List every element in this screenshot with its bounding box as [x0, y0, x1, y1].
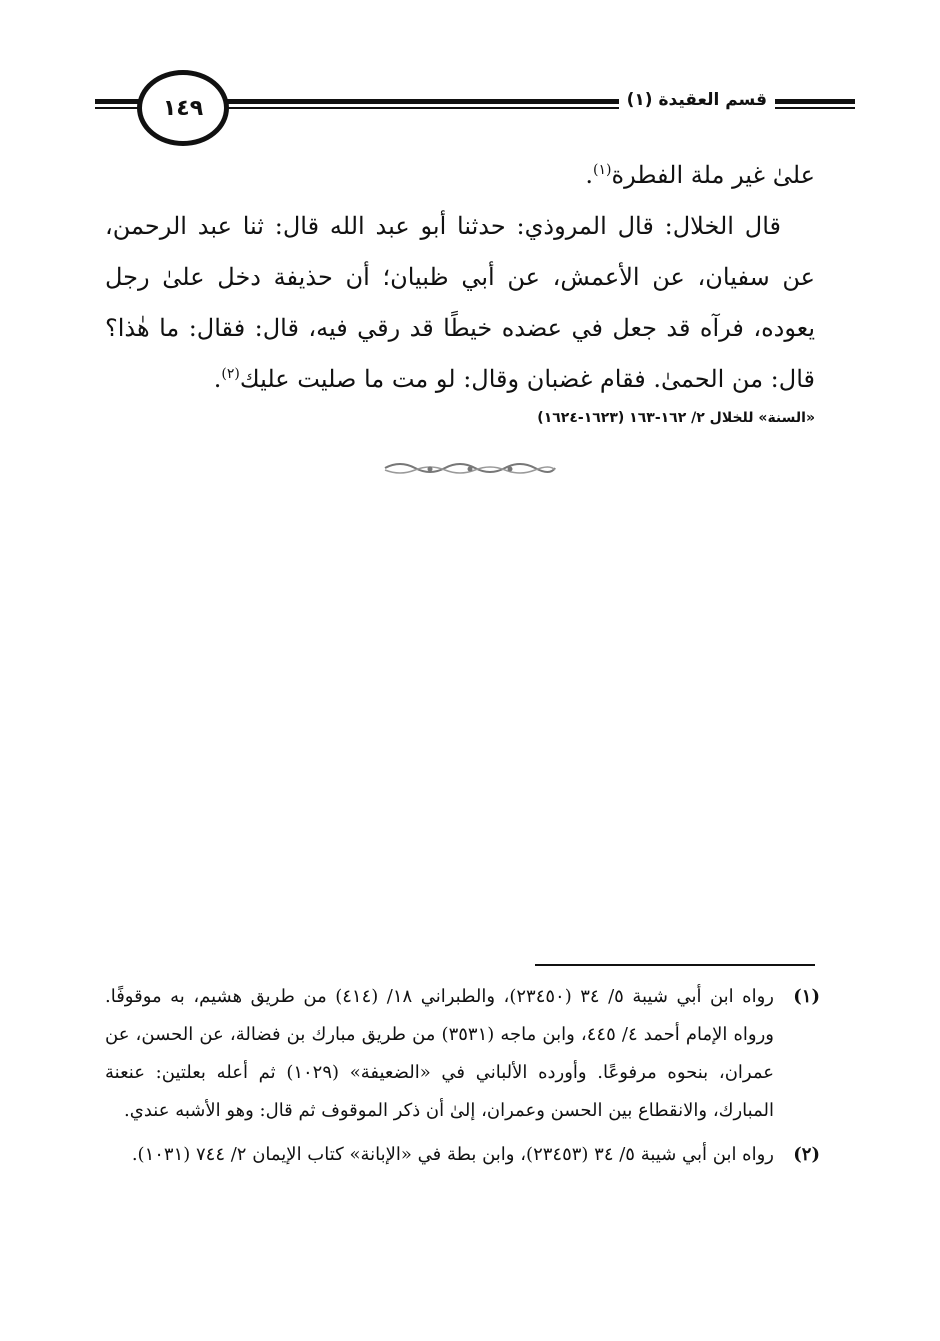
paragraph-1-text: علىٰ غير ملة الفطرة — [611, 161, 815, 189]
main-text — [105, 150, 815, 405]
footnote-number: (٢) — [793, 1144, 820, 1165]
footnote-1 — [105, 978, 820, 1130]
footnote-2 — [105, 1136, 820, 1174]
ornament-divider — [380, 458, 560, 478]
paragraph-1 — [105, 150, 815, 201]
footnote-mark-1: (١) — [593, 162, 612, 178]
footnote-separator — [535, 964, 815, 966]
footnotes — [105, 978, 820, 1180]
footnote-number: (١) — [793, 986, 820, 1007]
paragraph-2-text: قال الخلال: قال المروذي: حدثنا أبو عبد الله قال: ثنا عبد الرحمن، عن سفيان، عن الأعمش، عن أبي ظبيان؛ أن حذيفة دخل علىٰ رجل يعوده، فرآه قد جعل في عضده خيطًا قد رقي فيه، قال: فقال: ما هٰذا؟ قال: من الحمىٰ. فقام غضبان وقال: لو مت ما صليت عليك — [105, 212, 815, 393]
page-header — [95, 62, 855, 142]
footnote-mark-2: (٢) — [221, 366, 240, 382]
paragraph-1-tail: . — [585, 161, 594, 189]
source-citation: «السنة» للخلال ٢/ ١٦٢-١٦٣ (١٦٢٣-١٦٢٤) — [537, 410, 815, 426]
paragraph-2-tail: . — [213, 365, 222, 393]
running-title: قسم العقيدة (١) — [619, 90, 775, 110]
page-number-badge — [137, 70, 229, 146]
footnote-text: رواه ابن أبي شيبة ٥/ ٣٤ (٢٣٤٥٠)، والطبراني ١٨/ (٤١٤) من طريق هشيم، به موقوفًا. ورواه الإمام أحمد ٤/ ٤٤٥، وابن ماجه (٣٥٣١) من طريق مبارك بن فضالة، عن الحسن، عن عمران، بنحوه مرفوعًا. وأورده الألباني في «الضعيفة» (١٠٢٩) ثم أعله بعلتين: عنعنة المبارك، والانقطاع بين الحسن وعمران، إلىٰ أن ذكر الموقوف ثم قال: وهو الأشبه عندي. — [105, 986, 774, 1121]
footnote-text: رواه ابن أبي شيبة ٥/ ٣٤ (٢٣٤٥٣)، وابن بطة في «الإبانة» كتاب الإيمان ٢/ ٧٤٤ (١٠٣١). — [131, 1144, 774, 1165]
page-number: ١٤٩ — [162, 95, 204, 121]
paragraph-2 — [105, 201, 815, 405]
